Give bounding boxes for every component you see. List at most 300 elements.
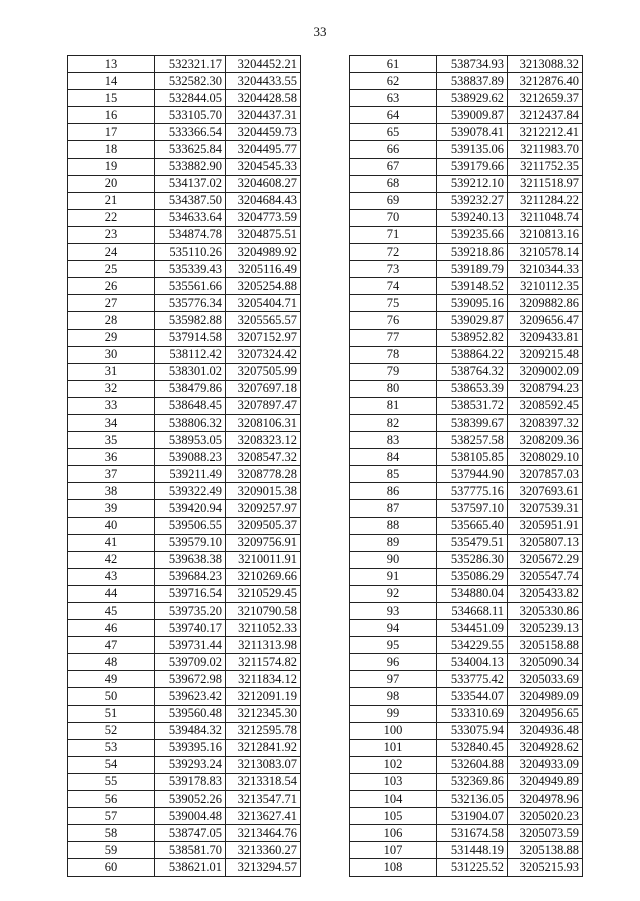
table-row <box>350 568 583 585</box>
x-coordinate-cell: 535665.40 <box>437 517 508 534</box>
x-coordinate-cell: 532136.05 <box>437 791 508 808</box>
point-number-cell: 85 <box>350 466 437 483</box>
point-number-cell: 55 <box>68 773 155 790</box>
y-coordinate-cell: 3212437.84 <box>508 107 583 124</box>
table-row <box>350 414 583 431</box>
y-coordinate-cell: 3204933.09 <box>508 756 583 773</box>
table-row <box>68 654 301 671</box>
x-coordinate-cell: 538747.05 <box>155 825 226 842</box>
x-coordinate-cell: 539293.24 <box>155 756 226 773</box>
point-number-cell: 91 <box>350 568 437 585</box>
point-number-cell: 106 <box>350 825 437 842</box>
point-number-cell: 43 <box>68 568 155 585</box>
point-number-cell: 45 <box>68 603 155 620</box>
y-coordinate-cell: 3208778.28 <box>226 466 301 483</box>
table-row <box>68 500 301 517</box>
point-number-cell: 80 <box>350 380 437 397</box>
table-row <box>350 192 583 209</box>
x-coordinate-cell: 537914.58 <box>155 329 226 346</box>
x-coordinate-cell: 539009.87 <box>437 107 508 124</box>
table-row <box>350 585 583 602</box>
y-coordinate-cell: 3205033.69 <box>508 671 583 688</box>
y-coordinate-cell: 3204936.48 <box>508 722 583 739</box>
y-coordinate-cell: 3208323.12 <box>226 432 301 449</box>
point-number-cell: 82 <box>350 414 437 431</box>
table-row <box>350 209 583 226</box>
x-coordinate-cell: 533625.84 <box>155 141 226 158</box>
point-number-cell: 100 <box>350 722 437 739</box>
table-row <box>68 107 301 124</box>
point-number-cell: 16 <box>68 107 155 124</box>
x-coordinate-cell: 539735.20 <box>155 603 226 620</box>
table-row <box>68 585 301 602</box>
table-row <box>350 517 583 534</box>
y-coordinate-cell: 3209215.48 <box>508 346 583 363</box>
point-number-cell: 48 <box>68 654 155 671</box>
table-row <box>68 722 301 739</box>
point-number-cell: 56 <box>68 791 155 808</box>
y-coordinate-cell: 3205239.13 <box>508 620 583 637</box>
x-coordinate-cell: 539623.42 <box>155 688 226 705</box>
y-coordinate-cell: 3209257.97 <box>226 500 301 517</box>
y-coordinate-cell: 3207539.31 <box>508 500 583 517</box>
y-coordinate-cell: 3205672.29 <box>508 551 583 568</box>
y-coordinate-cell: 3204428.58 <box>226 90 301 107</box>
table-row <box>350 534 583 551</box>
point-number-cell: 76 <box>350 312 437 329</box>
point-number-cell: 36 <box>68 449 155 466</box>
table-row <box>350 500 583 517</box>
y-coordinate-cell: 3204684.43 <box>226 192 301 209</box>
x-coordinate-cell: 539579.10 <box>155 534 226 551</box>
point-number-cell: 98 <box>350 688 437 705</box>
y-coordinate-cell: 3204956.65 <box>508 705 583 722</box>
table-row <box>68 278 301 295</box>
table-row <box>350 363 583 380</box>
y-coordinate-cell: 3205565.57 <box>226 312 301 329</box>
x-coordinate-cell: 539322.49 <box>155 483 226 500</box>
point-number-cell: 18 <box>68 141 155 158</box>
y-coordinate-cell: 3210790.58 <box>226 603 301 620</box>
x-coordinate-cell: 539506.55 <box>155 517 226 534</box>
x-coordinate-cell: 539029.87 <box>437 312 508 329</box>
y-coordinate-cell: 3209433.81 <box>508 329 583 346</box>
y-coordinate-cell: 3212876.40 <box>508 73 583 90</box>
point-number-cell: 64 <box>350 107 437 124</box>
table-row <box>350 90 583 107</box>
y-coordinate-cell: 3212212.41 <box>508 124 583 141</box>
y-coordinate-cell: 3207857.03 <box>508 466 583 483</box>
x-coordinate-cell: 533544.07 <box>437 688 508 705</box>
point-number-cell: 29 <box>68 329 155 346</box>
point-number-cell: 31 <box>68 363 155 380</box>
table-row <box>68 414 301 431</box>
point-number-cell: 23 <box>68 226 155 243</box>
x-coordinate-cell: 539484.32 <box>155 722 226 739</box>
coordinates-table-right-body <box>350 56 583 877</box>
y-coordinate-cell: 3204437.31 <box>226 107 301 124</box>
y-coordinate-cell: 3210529.45 <box>226 585 301 602</box>
y-coordinate-cell: 3209002.09 <box>508 363 583 380</box>
table-row <box>68 705 301 722</box>
x-coordinate-cell: 535086.29 <box>437 568 508 585</box>
y-coordinate-cell: 3209505.37 <box>226 517 301 534</box>
table-row <box>68 397 301 414</box>
point-number-cell: 97 <box>350 671 437 688</box>
point-number-cell: 50 <box>68 688 155 705</box>
point-number-cell: 39 <box>68 500 155 517</box>
x-coordinate-cell: 534451.09 <box>437 620 508 637</box>
y-coordinate-cell: 3207324.42 <box>226 346 301 363</box>
point-number-cell: 38 <box>68 483 155 500</box>
x-coordinate-cell: 539716.54 <box>155 585 226 602</box>
y-coordinate-cell: 3213088.32 <box>508 56 583 73</box>
table-row <box>68 90 301 107</box>
point-number-cell: 15 <box>68 90 155 107</box>
table-row <box>350 688 583 705</box>
y-coordinate-cell: 3211518.97 <box>508 175 583 192</box>
table-row <box>350 739 583 756</box>
coordinates-table-left <box>67 55 301 877</box>
x-coordinate-cell: 538581.70 <box>155 842 226 859</box>
point-number-cell: 22 <box>68 209 155 226</box>
table-row <box>350 261 583 278</box>
table-row <box>350 346 583 363</box>
x-coordinate-cell: 539095.16 <box>437 295 508 312</box>
x-coordinate-cell: 539078.41 <box>437 124 508 141</box>
point-number-cell: 32 <box>68 380 155 397</box>
x-coordinate-cell: 534880.04 <box>437 585 508 602</box>
point-number-cell: 63 <box>350 90 437 107</box>
x-coordinate-cell: 539052.26 <box>155 791 226 808</box>
y-coordinate-cell: 3213627.41 <box>226 808 301 825</box>
y-coordinate-cell: 3208209.36 <box>508 432 583 449</box>
x-coordinate-cell: 538257.58 <box>437 432 508 449</box>
table-row <box>68 449 301 466</box>
x-coordinate-cell: 531225.52 <box>437 859 508 876</box>
y-coordinate-cell: 3210269.66 <box>226 568 301 585</box>
x-coordinate-cell: 539004.48 <box>155 808 226 825</box>
table-row <box>350 791 583 808</box>
point-number-cell: 81 <box>350 397 437 414</box>
table-row <box>68 380 301 397</box>
point-number-cell: 88 <box>350 517 437 534</box>
point-number-cell: 26 <box>68 278 155 295</box>
point-number-cell: 104 <box>350 791 437 808</box>
y-coordinate-cell: 3208547.32 <box>226 449 301 466</box>
table-row <box>350 654 583 671</box>
y-coordinate-cell: 3208106.31 <box>226 414 301 431</box>
point-number-cell: 27 <box>68 295 155 312</box>
table-row <box>68 825 301 842</box>
y-coordinate-cell: 3204495.77 <box>226 141 301 158</box>
point-number-cell: 92 <box>350 585 437 602</box>
table-row <box>68 517 301 534</box>
point-number-cell: 13 <box>68 56 155 73</box>
x-coordinate-cell: 537775.16 <box>437 483 508 500</box>
table-row <box>68 124 301 141</box>
y-coordinate-cell: 3213294.57 <box>226 859 301 876</box>
x-coordinate-cell: 534229.55 <box>437 637 508 654</box>
point-number-cell: 68 <box>350 175 437 192</box>
x-coordinate-cell: 535561.66 <box>155 278 226 295</box>
point-number-cell: 66 <box>350 141 437 158</box>
y-coordinate-cell: 3204928.62 <box>508 739 583 756</box>
point-number-cell: 54 <box>68 756 155 773</box>
x-coordinate-cell: 531448.19 <box>437 842 508 859</box>
table-row <box>350 859 583 876</box>
point-number-cell: 34 <box>68 414 155 431</box>
table-row <box>350 483 583 500</box>
point-number-cell: 95 <box>350 637 437 654</box>
x-coordinate-cell: 538929.62 <box>437 90 508 107</box>
point-number-cell: 73 <box>350 261 437 278</box>
y-coordinate-cell: 3207505.99 <box>226 363 301 380</box>
y-coordinate-cell: 3207693.61 <box>508 483 583 500</box>
y-coordinate-cell: 3213083.07 <box>226 756 301 773</box>
table-row <box>350 244 583 261</box>
x-coordinate-cell: 532369.86 <box>437 773 508 790</box>
x-coordinate-cell: 538953.05 <box>155 432 226 449</box>
x-coordinate-cell: 539178.83 <box>155 773 226 790</box>
x-coordinate-cell: 538399.67 <box>437 414 508 431</box>
y-coordinate-cell: 3211052.33 <box>226 620 301 637</box>
y-coordinate-cell: 3213360.27 <box>226 842 301 859</box>
point-number-cell: 61 <box>350 56 437 73</box>
y-coordinate-cell: 3204773.59 <box>226 209 301 226</box>
table-row <box>350 380 583 397</box>
table-row <box>68 226 301 243</box>
table-row <box>68 534 301 551</box>
y-coordinate-cell: 3212595.78 <box>226 722 301 739</box>
point-number-cell: 72 <box>350 244 437 261</box>
y-coordinate-cell: 3210112.35 <box>508 278 583 295</box>
table-row <box>350 551 583 568</box>
x-coordinate-cell: 532321.17 <box>155 56 226 73</box>
x-coordinate-cell: 538952.82 <box>437 329 508 346</box>
point-number-cell: 83 <box>350 432 437 449</box>
x-coordinate-cell: 533882.90 <box>155 158 226 175</box>
table-row <box>68 808 301 825</box>
point-number-cell: 53 <box>68 739 155 756</box>
y-coordinate-cell: 3209015.38 <box>226 483 301 500</box>
x-coordinate-cell: 538105.85 <box>437 449 508 466</box>
x-coordinate-cell: 538531.72 <box>437 397 508 414</box>
point-number-cell: 70 <box>350 209 437 226</box>
point-number-cell: 75 <box>350 295 437 312</box>
table-row <box>68 620 301 637</box>
x-coordinate-cell: 538837.89 <box>437 73 508 90</box>
point-number-cell: 108 <box>350 859 437 876</box>
y-coordinate-cell: 3213464.76 <box>226 825 301 842</box>
y-coordinate-cell: 3204978.96 <box>508 791 583 808</box>
point-number-cell: 40 <box>68 517 155 534</box>
y-coordinate-cell: 3211834.12 <box>226 671 301 688</box>
x-coordinate-cell: 533075.94 <box>437 722 508 739</box>
x-coordinate-cell: 533310.69 <box>437 705 508 722</box>
y-coordinate-cell: 3204459.73 <box>226 124 301 141</box>
x-coordinate-cell: 539235.66 <box>437 226 508 243</box>
table-row <box>350 175 583 192</box>
point-number-cell: 107 <box>350 842 437 859</box>
y-coordinate-cell: 3211048.74 <box>508 209 583 226</box>
y-coordinate-cell: 3205215.93 <box>508 859 583 876</box>
y-coordinate-cell: 3204949.89 <box>508 773 583 790</box>
y-coordinate-cell: 3211574.82 <box>226 654 301 671</box>
x-coordinate-cell: 535479.51 <box>437 534 508 551</box>
point-number-cell: 42 <box>68 551 155 568</box>
y-coordinate-cell: 3208794.23 <box>508 380 583 397</box>
point-number-cell: 65 <box>350 124 437 141</box>
table-row <box>68 261 301 278</box>
y-coordinate-cell: 3212659.37 <box>508 90 583 107</box>
point-number-cell: 17 <box>68 124 155 141</box>
x-coordinate-cell: 538621.01 <box>155 859 226 876</box>
point-number-cell: 78 <box>350 346 437 363</box>
page-number: 33 <box>313 24 327 39</box>
x-coordinate-cell: 533775.42 <box>437 671 508 688</box>
y-coordinate-cell: 3211284.22 <box>508 192 583 209</box>
y-coordinate-cell: 3204452.21 <box>226 56 301 73</box>
table-row <box>350 466 583 483</box>
x-coordinate-cell: 538653.39 <box>437 380 508 397</box>
table-row <box>350 295 583 312</box>
table-row <box>68 295 301 312</box>
point-number-cell: 52 <box>68 722 155 739</box>
x-coordinate-cell: 535982.88 <box>155 312 226 329</box>
y-coordinate-cell: 3211752.35 <box>508 158 583 175</box>
point-number-cell: 71 <box>350 226 437 243</box>
x-coordinate-cell: 532604.88 <box>437 756 508 773</box>
point-number-cell: 69 <box>350 192 437 209</box>
table-row <box>350 107 583 124</box>
table-row <box>350 705 583 722</box>
table-row <box>350 312 583 329</box>
table-row <box>350 671 583 688</box>
y-coordinate-cell: 3209756.91 <box>226 534 301 551</box>
y-coordinate-cell: 3208397.32 <box>508 414 583 431</box>
y-coordinate-cell: 3212345.30 <box>226 705 301 722</box>
y-coordinate-cell: 3207152.97 <box>226 329 301 346</box>
x-coordinate-cell: 532582.30 <box>155 73 226 90</box>
point-number-cell: 33 <box>68 397 155 414</box>
table-row <box>68 551 301 568</box>
x-coordinate-cell: 538648.45 <box>155 397 226 414</box>
point-number-cell: 24 <box>68 244 155 261</box>
x-coordinate-cell: 539638.38 <box>155 551 226 568</box>
table-row <box>68 175 301 192</box>
point-number-cell: 57 <box>68 808 155 825</box>
table-row <box>68 739 301 756</box>
table-row <box>350 620 583 637</box>
table-row <box>350 329 583 346</box>
point-number-cell: 20 <box>68 175 155 192</box>
table-row <box>350 397 583 414</box>
y-coordinate-cell: 3205090.34 <box>508 654 583 671</box>
table-row <box>350 842 583 859</box>
x-coordinate-cell: 539232.27 <box>437 192 508 209</box>
point-number-cell: 93 <box>350 603 437 620</box>
x-coordinate-cell: 535776.34 <box>155 295 226 312</box>
table-row <box>350 603 583 620</box>
x-coordinate-cell: 538806.32 <box>155 414 226 431</box>
x-coordinate-cell: 539560.48 <box>155 705 226 722</box>
y-coordinate-cell: 3205138.88 <box>508 842 583 859</box>
table-row <box>350 825 583 842</box>
table-row <box>68 756 301 773</box>
point-number-cell: 37 <box>68 466 155 483</box>
x-coordinate-cell: 534137.02 <box>155 175 226 192</box>
table-row <box>68 141 301 158</box>
point-number-cell: 28 <box>68 312 155 329</box>
y-coordinate-cell: 3210011.91 <box>226 551 301 568</box>
x-coordinate-cell: 539240.13 <box>437 209 508 226</box>
x-coordinate-cell: 539218.86 <box>437 244 508 261</box>
table-row <box>68 791 301 808</box>
table-row <box>68 603 301 620</box>
y-coordinate-cell: 3205404.71 <box>226 295 301 312</box>
table-row <box>68 637 301 654</box>
x-coordinate-cell: 538112.42 <box>155 346 226 363</box>
point-number-cell: 49 <box>68 671 155 688</box>
table-row <box>350 432 583 449</box>
y-coordinate-cell: 3204545.33 <box>226 158 301 175</box>
table-row <box>68 432 301 449</box>
point-number-cell: 67 <box>350 158 437 175</box>
table-row <box>68 568 301 585</box>
x-coordinate-cell: 539672.98 <box>155 671 226 688</box>
y-coordinate-cell: 3209656.47 <box>508 312 583 329</box>
table-row <box>68 842 301 859</box>
point-number-cell: 86 <box>350 483 437 500</box>
x-coordinate-cell: 533366.54 <box>155 124 226 141</box>
y-coordinate-cell: 3205158.88 <box>508 637 583 654</box>
table-row <box>350 124 583 141</box>
y-coordinate-cell: 3205254.88 <box>226 278 301 295</box>
table-row <box>68 773 301 790</box>
x-coordinate-cell: 534874.78 <box>155 226 226 243</box>
table-row <box>350 56 583 73</box>
point-number-cell: 14 <box>68 73 155 90</box>
table-row <box>350 808 583 825</box>
x-coordinate-cell: 534668.11 <box>437 603 508 620</box>
y-coordinate-cell: 3205807.13 <box>508 534 583 551</box>
point-number-cell: 77 <box>350 329 437 346</box>
x-coordinate-cell: 532840.45 <box>437 739 508 756</box>
point-number-cell: 62 <box>350 73 437 90</box>
x-coordinate-cell: 534633.64 <box>155 209 226 226</box>
x-coordinate-cell: 539135.06 <box>437 141 508 158</box>
table-row <box>68 466 301 483</box>
table-row <box>350 449 583 466</box>
table-row <box>68 244 301 261</box>
table-row <box>68 688 301 705</box>
x-coordinate-cell: 539731.44 <box>155 637 226 654</box>
x-coordinate-cell: 533105.70 <box>155 107 226 124</box>
x-coordinate-cell: 534004.13 <box>437 654 508 671</box>
y-coordinate-cell: 3204608.27 <box>226 175 301 192</box>
table-row <box>350 158 583 175</box>
point-number-cell: 30 <box>68 346 155 363</box>
table-row <box>68 346 301 363</box>
point-number-cell: 58 <box>68 825 155 842</box>
point-number-cell: 89 <box>350 534 437 551</box>
point-number-cell: 90 <box>350 551 437 568</box>
point-number-cell: 60 <box>68 859 155 876</box>
x-coordinate-cell: 539684.23 <box>155 568 226 585</box>
y-coordinate-cell: 3204989.09 <box>508 688 583 705</box>
table-row <box>350 756 583 773</box>
